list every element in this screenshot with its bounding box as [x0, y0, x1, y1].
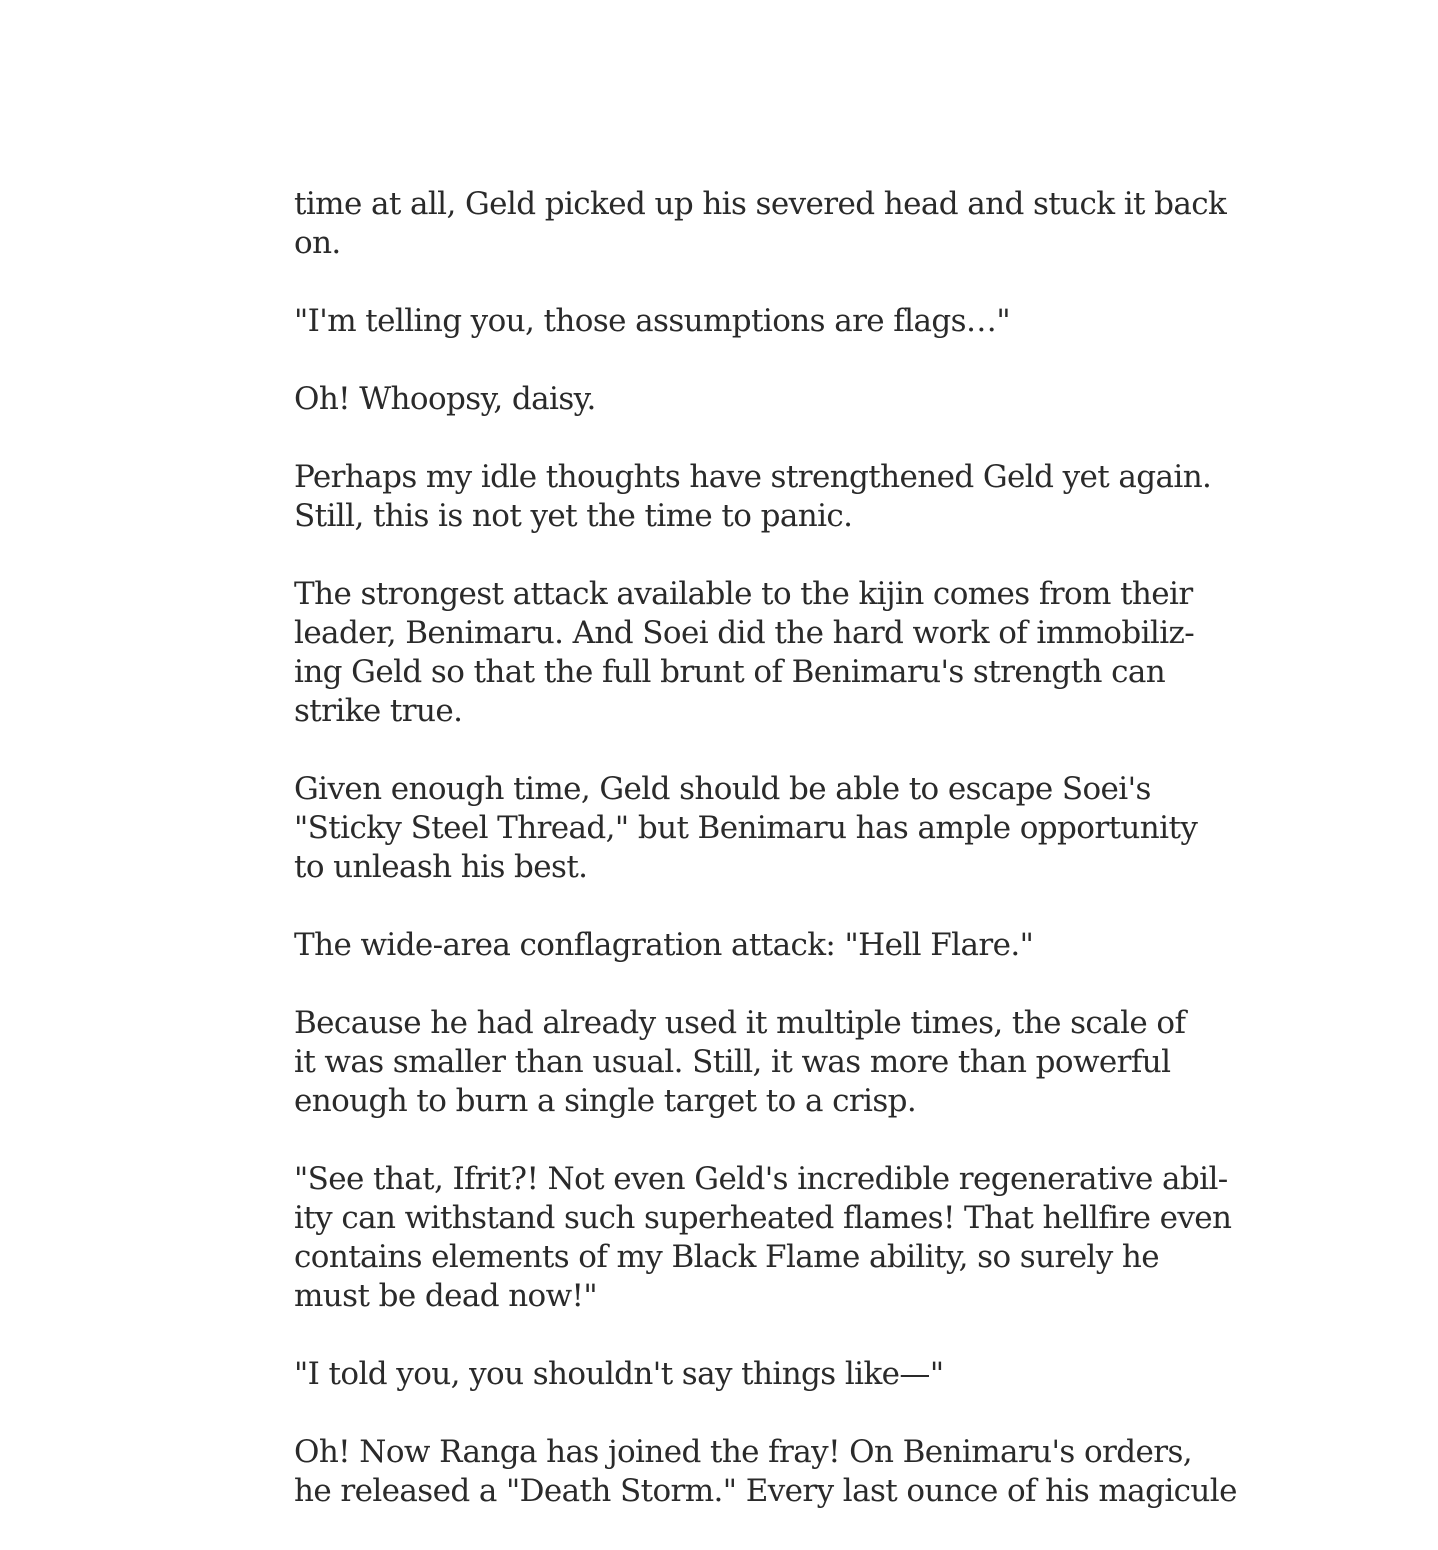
- text-line: "I told you, you shouldn't say things like—": [294, 1356, 944, 1392]
- text-line: ity can withstand such superheated flames! That hellfire even: [294, 1200, 1232, 1236]
- text-line: Perhaps my idle thoughts have strengthened Geld yet again.: [294, 459, 1212, 495]
- text-line: The strongest attack available to the kijin comes from their: [294, 576, 1193, 612]
- paragraph: [294, 380, 1154, 419]
- text-line: leader, Benimaru. And Soei did the hard work of immobiliz-: [294, 615, 1195, 651]
- text-line: it was smaller than usual. Still, it was more than powerful: [294, 1044, 1171, 1080]
- paragraph: [294, 1433, 1237, 1511]
- text-line: on.: [294, 225, 341, 261]
- text-line: "I'm telling you, those assumptions are flags…": [294, 303, 1010, 339]
- paragraph: [294, 1160, 1232, 1316]
- paragraph: [294, 770, 1198, 887]
- text-line: "Sticky Steel Thread," but Benimaru has ample opportunity: [294, 810, 1198, 846]
- text-line: ing Geld so that the full brunt of Benimaru's strength can: [294, 654, 1166, 690]
- text-line: to unleash his best.: [294, 849, 588, 885]
- text-line: time at all, Geld picked up his severed head and stuck it back: [294, 186, 1227, 222]
- text-line: Oh! Whoopsy, daisy.: [294, 381, 596, 417]
- paragraph: [294, 302, 1154, 341]
- text-line: The wide-area conflagration attack: "Hell Flare.": [294, 927, 1034, 963]
- text-line: Still, this is not yet the time to panic.: [294, 498, 853, 534]
- text-line: Given enough time, Geld should be able to escape Soei's: [294, 771, 1151, 807]
- text-line: Because he had already used it multiple times, the scale of: [294, 1005, 1186, 1041]
- paragraph: [294, 1355, 1154, 1394]
- paragraph: [294, 1004, 1186, 1121]
- paragraph: [294, 458, 1212, 536]
- text-line: "See that, Ifrit?! Not even Geld's incredible regenerative abil-: [294, 1161, 1228, 1197]
- text-line: strike true.: [294, 693, 463, 729]
- paragraph: [294, 575, 1195, 731]
- text-line: enough to burn a single target to a crisp.: [294, 1083, 917, 1119]
- text-line: he released a "Death Storm." Every last ounce of his magicule: [294, 1473, 1237, 1509]
- text-line: Oh! Now Ranga has joined the fray! On Benimaru's orders,: [294, 1434, 1193, 1470]
- paragraph: [294, 926, 1154, 965]
- paragraph: [294, 185, 1227, 263]
- text-line: contains elements of my Black Flame ability, so surely he: [294, 1239, 1160, 1275]
- page-text: [294, 185, 1237, 1550]
- text-line: must be dead now!": [294, 1278, 598, 1314]
